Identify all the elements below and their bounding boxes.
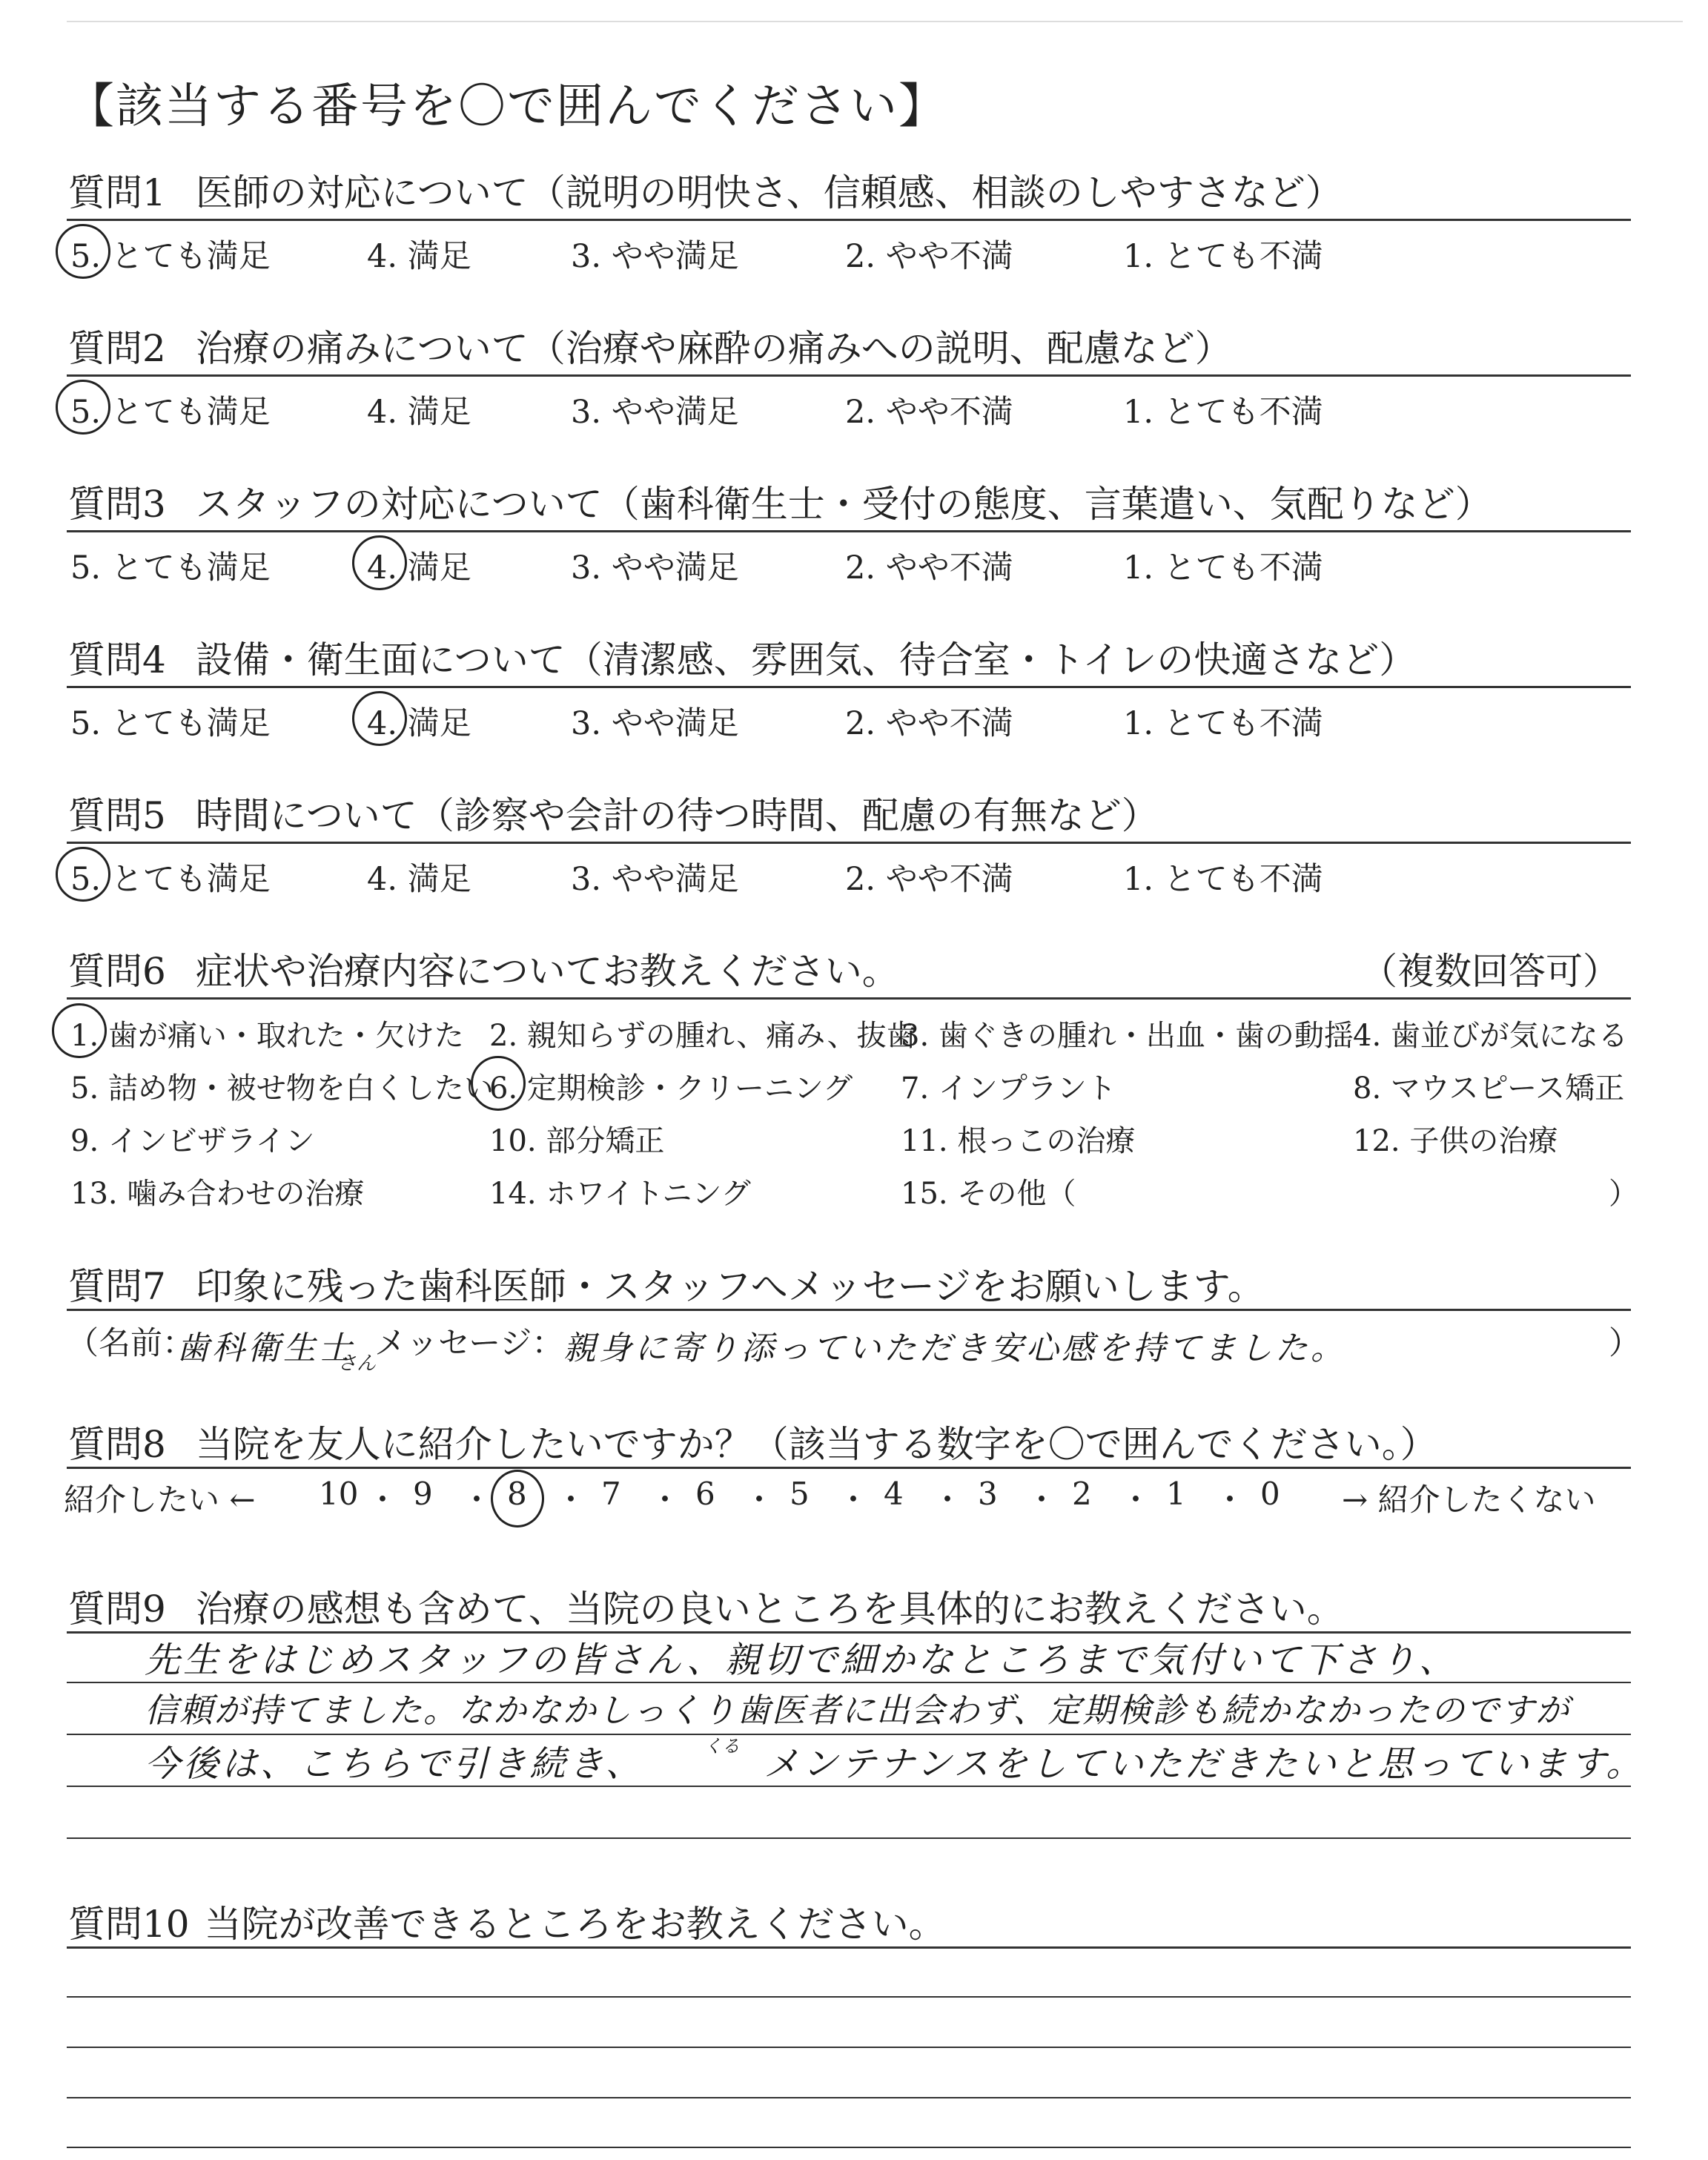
top-border xyxy=(67,21,1683,22)
q2-option-5[interactable]: 5. とても満足 xyxy=(70,394,271,431)
q6-selected-circle-1 xyxy=(52,1003,107,1058)
q3-option-1[interactable]: 1. とても不満 xyxy=(1123,549,1323,587)
q10-line-1 xyxy=(67,1996,1631,1998)
q7-name-value: 歯科衛生士 xyxy=(176,1330,354,1367)
q3-selected-circle xyxy=(352,535,407,590)
q2-option-3[interactable]: 3. やや満足 xyxy=(571,394,739,431)
q5-option-2[interactable]: 2. やや不満 xyxy=(845,861,1013,898)
q6-option-1[interactable]: 1. 歯が痛い・取れた・欠けた xyxy=(70,1019,464,1053)
q7-number: 質問7 xyxy=(68,1265,166,1308)
q8-selected-circle xyxy=(491,1470,544,1527)
q2-option-4[interactable]: 4. 満足 xyxy=(367,394,471,431)
q8-scale-6[interactable]: 6 xyxy=(695,1476,715,1512)
q6-option-7[interactable]: 7. インプラント xyxy=(901,1071,1116,1106)
q8-text: 当院を友人に紹介したいですか？（該当する数字を〇で囲んでください。） xyxy=(195,1423,1437,1466)
q9-line-4 xyxy=(67,1837,1631,1839)
q7-message-value: 親身に寄り添っていただき安心感を持てました。 xyxy=(563,1330,1346,1367)
q8-scale-2[interactable]: 2 xyxy=(1072,1476,1092,1512)
q3-option-4[interactable]: 4. 満足 xyxy=(367,549,471,587)
q1-heading xyxy=(68,163,1343,217)
q6-option-9[interactable]: 9. インビザライン xyxy=(70,1124,315,1158)
q4-selected-circle xyxy=(352,691,407,746)
q5-selected-circle xyxy=(56,847,110,902)
q8-scale-9[interactable]: 9 xyxy=(413,1476,433,1512)
q1-text: 医師の対応について（説明の明快さ、信頼感、相談のしやすさなど） xyxy=(195,171,1343,214)
q8-scale-3[interactable]: 3 xyxy=(978,1476,998,1512)
q2-option-2[interactable]: 2. やや不満 xyxy=(845,394,1013,431)
q8-scale-7[interactable]: 7 xyxy=(601,1476,621,1512)
q6-selected-circle-6 xyxy=(471,1056,526,1111)
q6-option-11[interactable]: 11. 根っこの治療 xyxy=(901,1124,1136,1158)
q6-option-10[interactable]: 10. 部分矯正 xyxy=(489,1124,665,1158)
q7-message-label: メッセージ： xyxy=(374,1325,564,1362)
q6-heading xyxy=(68,942,899,995)
q8-number: 質問8 xyxy=(68,1423,166,1466)
q2-selected-circle xyxy=(56,380,110,435)
q10-text: 当院が改善できるところをお教えください。 xyxy=(204,1903,946,1946)
q6-option-6[interactable]: 6. 定期検診・クリーニング xyxy=(489,1071,853,1106)
q8-scale-8[interactable]: 8 xyxy=(507,1476,527,1512)
q9-answer-line-4: メンテナンスをしていただきたいと思っています。 xyxy=(764,1743,1645,1785)
q9-insert-mark: くる xyxy=(704,1736,740,1757)
q8-scale-separator: ・ xyxy=(838,1482,870,1518)
q4-option-1[interactable]: 1. とても不満 xyxy=(1123,705,1323,742)
q7-name-suffix: さん xyxy=(337,1353,377,1375)
page-title: 【該当する番号を〇で囲んでください】 xyxy=(67,79,947,134)
q4-option-2[interactable]: 2. やや不満 xyxy=(845,705,1013,742)
q1-rule xyxy=(67,219,1631,221)
q6-option-4[interactable]: 4. 歯並びが気になる xyxy=(1353,1019,1628,1053)
q2-rule xyxy=(67,374,1631,377)
q2-option-1[interactable]: 1. とても不満 xyxy=(1123,394,1323,431)
q9-number: 質問9 xyxy=(68,1588,166,1631)
q8-scale-separator: ・ xyxy=(1026,1482,1058,1518)
q3-rule xyxy=(67,530,1631,532)
q5-option-3[interactable]: 3. やや満足 xyxy=(571,861,739,898)
q4-option-5[interactable]: 5. とても満足 xyxy=(70,705,271,742)
q4-option-3[interactable]: 3. やや満足 xyxy=(571,705,739,742)
q10-number: 質問10 xyxy=(68,1903,190,1946)
q7-rule xyxy=(67,1309,1631,1311)
q10-line-3 xyxy=(67,2097,1631,2098)
q3-option-3[interactable]: 3. やや満足 xyxy=(571,549,739,587)
q1-option-3[interactable]: 3. やや満足 xyxy=(571,238,739,275)
q6-number: 質問6 xyxy=(68,950,166,993)
q5-option-4[interactable]: 4. 満足 xyxy=(367,861,471,898)
q6-option-12[interactable]: 12. 子供の治療 xyxy=(1353,1124,1558,1158)
q8-scale-separator: ・ xyxy=(461,1482,493,1518)
q4-number: 質問4 xyxy=(68,638,166,681)
q9-answer-line-1: 先生をはじめスタッフの皆さん、親切で細かなところまで気付いて下さり、 xyxy=(145,1639,1457,1681)
q4-option-4[interactable]: 4. 満足 xyxy=(367,705,471,742)
q10-heading xyxy=(68,1895,946,1948)
q1-option-2[interactable]: 2. やや不満 xyxy=(845,238,1013,275)
q3-text: スタッフの対応について（歯科衛生士・受付の態度、言葉遣い、気配りなど） xyxy=(195,483,1492,526)
q9-answer-line-2: 信頼が持てました。なかなかしっくり歯医者に出会わず、定期検診も続かなかったのですが xyxy=(145,1691,1571,1730)
q1-option-5[interactable]: 5. とても満足 xyxy=(70,238,271,275)
q8-rule xyxy=(67,1467,1631,1469)
q7-text: 印象に残った歯科医師・スタッフへメッセージをお願いします。 xyxy=(195,1265,1265,1308)
q8-scale-0[interactable]: 0 xyxy=(1260,1476,1280,1512)
q9-heading xyxy=(68,1579,1344,1633)
q8-scale-4[interactable]: 4 xyxy=(884,1476,904,1512)
q4-heading xyxy=(68,630,1416,684)
q8-scale-10[interactable]: 10 xyxy=(319,1476,359,1512)
q4-text: 設備・衛生面について（清潔感、雰囲気、待合室・トイレの快適さなど） xyxy=(195,638,1417,681)
q2-text: 治療の痛みについて（治療や麻酔の痛みへの説明、配慮など） xyxy=(195,327,1232,370)
q5-heading xyxy=(68,786,1159,839)
q8-scale-separator: ・ xyxy=(932,1482,964,1518)
q8-heading xyxy=(68,1415,1437,1468)
q6-option-14[interactable]: 14. ホワイトニング xyxy=(489,1177,751,1211)
q3-option-2[interactable]: 2. やや不満 xyxy=(845,549,1013,587)
q6-note: （複数回答可） xyxy=(1360,950,1620,993)
q10-rule xyxy=(67,1946,1631,1949)
q5-text: 時間について（診察や会計の待つ時間、配慮の有無など） xyxy=(195,794,1159,837)
q8-scale-separator: ・ xyxy=(1120,1482,1152,1518)
q8-right-label: → 紹介したくない xyxy=(1342,1482,1596,1518)
q6-option-8[interactable]: 8. マウスピース矯正 xyxy=(1353,1071,1625,1106)
q7-heading xyxy=(68,1257,1265,1310)
q8-scale-separator: ・ xyxy=(1214,1482,1246,1518)
q2-heading xyxy=(68,319,1232,372)
q9-answer-line-3: 今後は、こちらで引き続き、 xyxy=(145,1743,644,1785)
q3-heading xyxy=(68,475,1492,528)
q6-option-2[interactable]: 2. 親知らずの腫れ、痛み、抜歯 xyxy=(489,1019,916,1053)
q6-option-5[interactable]: 5. 詰め物・被せ物を白くしたい xyxy=(70,1071,494,1106)
q5-rule xyxy=(67,842,1631,844)
q10-line-4 xyxy=(67,2147,1631,2148)
q3-option-5[interactable]: 5. とても満足 xyxy=(70,549,271,587)
q8-scale-separator: ・ xyxy=(649,1482,681,1518)
q8-scale-separator: ・ xyxy=(367,1482,399,1518)
q1-number: 質問1 xyxy=(68,171,166,214)
q8-left-label: 紹介したい ← xyxy=(64,1482,256,1518)
q1-selected-circle xyxy=(56,224,110,279)
q1-option-4[interactable]: 4. 満足 xyxy=(367,238,471,275)
q6-option-3[interactable]: 3. 歯ぐきの腫れ・出血・歯の動揺 xyxy=(901,1019,1354,1053)
q7-name-label: （名前： xyxy=(67,1325,194,1362)
q9-text: 治療の感想も含めて、当院の良いところを具体的にお教えください。 xyxy=(195,1588,1344,1631)
q8-scale-separator: ・ xyxy=(555,1482,587,1518)
q10-line-2 xyxy=(67,2047,1631,2048)
q5-option-1[interactable]: 1. とても不満 xyxy=(1123,861,1323,898)
q5-number: 質問5 xyxy=(68,794,166,837)
q2-number: 質問2 xyxy=(68,327,166,370)
q3-number: 質問3 xyxy=(68,483,166,526)
q6-other-close: ） xyxy=(1609,1177,1638,1211)
q8-scale-5[interactable]: 5 xyxy=(790,1476,810,1512)
q6-text: 症状や治療内容についてお教えください。 xyxy=(195,950,899,993)
q5-option-5[interactable]: 5. とても満足 xyxy=(70,861,271,898)
q1-option-1[interactable]: 1. とても不満 xyxy=(1123,238,1323,275)
q6-option-13[interactable]: 13. 噛み合わせの治療 xyxy=(70,1177,365,1211)
q7-close: ） xyxy=(1609,1325,1641,1362)
q8-scale-separator: ・ xyxy=(744,1482,775,1518)
q8-scale-1[interactable]: 1 xyxy=(1166,1476,1186,1512)
q6-rule xyxy=(67,997,1631,1000)
q6-option-15[interactable]: 15. その他（ xyxy=(901,1177,1076,1211)
q4-rule xyxy=(67,686,1631,688)
